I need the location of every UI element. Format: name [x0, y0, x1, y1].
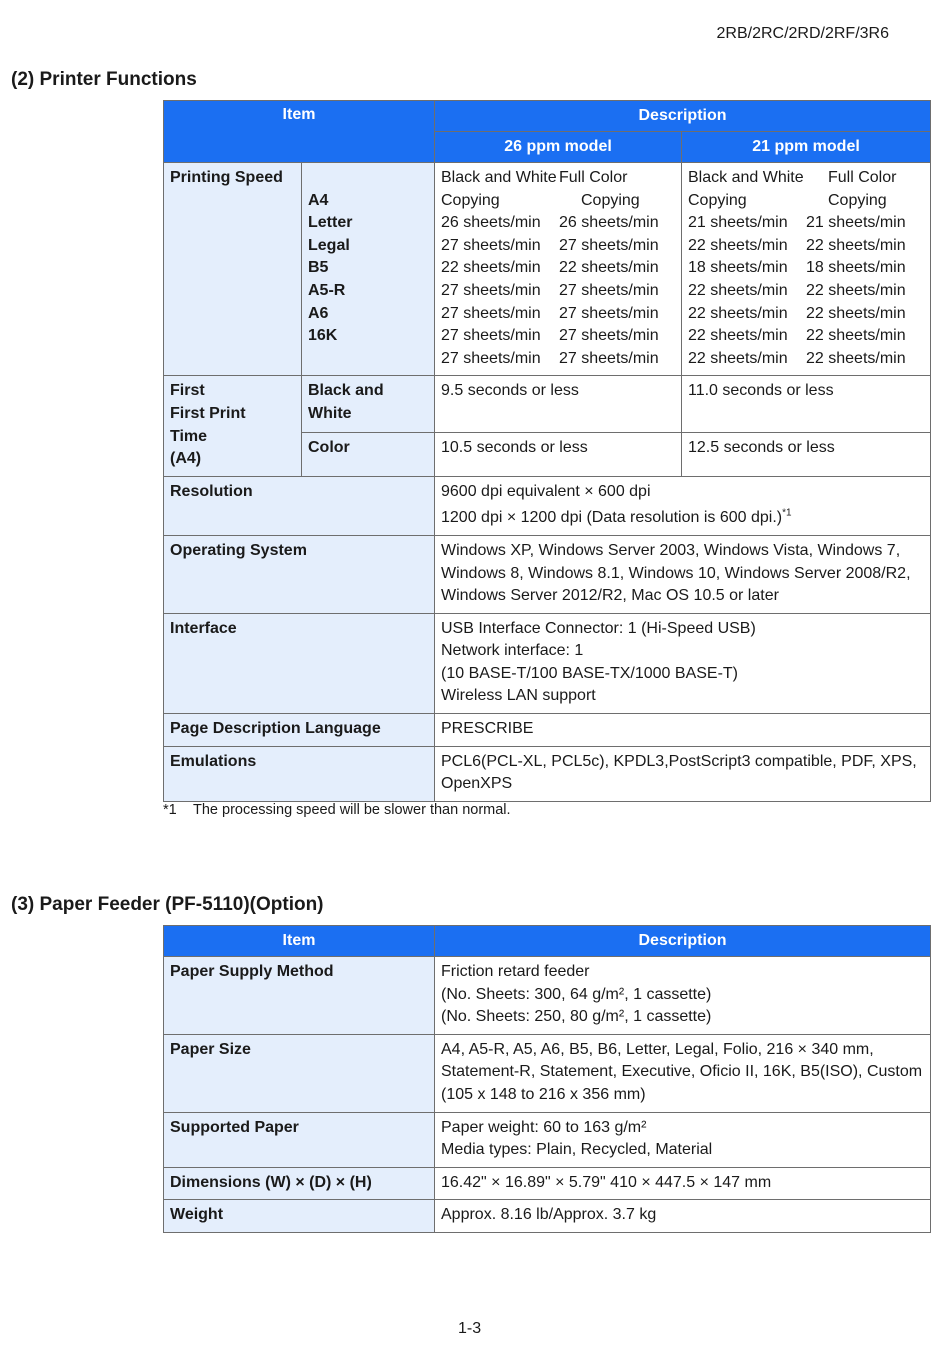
paper-size-label: Letter	[308, 214, 353, 232]
speed-fc-value: 27 sheets/min	[559, 349, 659, 367]
speed-row	[688, 235, 924, 258]
emulations-value: PCL6(PCL-XL, PCL5c), KPDL3,PostScript3 compatible, PDF, XPS, OpenXPS	[435, 746, 931, 801]
resolution-line: 1200 dpi × 1200 dpi (Data resolution is 600 dpi.)	[441, 509, 783, 527]
speed-bw-value: 22 sheets/min	[688, 236, 788, 254]
header-description: Description	[435, 101, 931, 132]
operating-system-value: Windows XP, Windows Server 2003, Windows Vista, Windows 7, Windows 8, Windows 8.1, Windows 10, Windows Server 2008/R2, Windows Server 2012/R2, Mac OS 10.5 or later	[435, 535, 931, 613]
feeder-value-line: (No. Sheets: 250, 80 g/m², 1 cassette)	[441, 1008, 712, 1026]
model-code: 2RB/2RC/2RD/2RF/3R6	[716, 25, 889, 42]
speed-fc-value: 22 sheets/min	[806, 236, 906, 254]
feeder-value-line: Media types: Plain, Recycled, Material	[441, 1141, 713, 1159]
feeder-value-line: Paper weight: 60 to 163 g/m²	[441, 1118, 647, 1136]
speed-bw-value: 27 sheets/min	[441, 327, 541, 345]
label-black-and-white	[302, 376, 435, 432]
footnote-text: The processing speed will be slower than normal.	[193, 802, 511, 818]
speed-bw-value: 27 sheets/min	[441, 281, 541, 299]
speed-fc-value: 18 sheets/min	[806, 259, 906, 277]
header-item: Item	[164, 101, 435, 163]
paper-size-label: Legal	[308, 236, 350, 254]
speed-row	[688, 212, 924, 235]
feeder-item-label: Weight	[164, 1200, 435, 1233]
header-21ppm-model: 21 ppm model	[682, 132, 931, 163]
footnote-ref: *1	[782, 507, 792, 519]
interface-value	[435, 613, 931, 713]
paper-feeder-table	[163, 925, 931, 1233]
interface-line: Network interface: 1	[441, 642, 584, 660]
resolution-value	[435, 476, 931, 535]
speed-copying-label: Copying	[688, 191, 747, 209]
speed-bw-value: 27 sheets/min	[441, 304, 541, 322]
feeder-value-line: (No. Sheets: 300, 64 g/m², 1 cassette)	[441, 985, 712, 1003]
speed-fc-value: 22 sheets/min	[806, 304, 906, 322]
label-color: Color	[302, 432, 435, 476]
printing-speed-sizes	[302, 163, 435, 376]
feeder-value-line: Approx. 8.16 lb/Approx. 3.7 kg	[441, 1206, 657, 1224]
label-interface: Interface	[164, 613, 435, 713]
footnote	[163, 802, 511, 818]
speed-row	[688, 348, 924, 371]
speed-fc-value: 21 sheets/min	[806, 214, 906, 232]
feeder-item-value	[435, 1112, 931, 1167]
feeder-row	[164, 1167, 931, 1200]
speed-fc-value: 27 sheets/min	[559, 281, 659, 299]
speed-fc-value: 22 sheets/min	[806, 327, 906, 345]
pdl-value: PRESCRIBE	[435, 714, 931, 747]
label-line: First Print	[170, 404, 246, 422]
paper-size-label: B5	[308, 259, 329, 277]
paper-size-label: A5-R	[308, 281, 346, 299]
speed-bw-value: 21 sheets/min	[688, 214, 788, 232]
speed-fc-value: 22 sheets/min	[806, 281, 906, 299]
section-title-paper-feeder: (3) Paper Feeder (PF-5110)(Option)	[11, 894, 324, 915]
feeder-row	[164, 957, 931, 1035]
speed-bw-value: 18 sheets/min	[688, 259, 788, 277]
page-number: 1-3	[458, 1320, 482, 1337]
speed-copying-label: Copying	[441, 191, 500, 209]
feeder-item-label: Supported Paper	[164, 1112, 435, 1167]
feeder-item-label: Dimensions (W) × (D) × (H)	[164, 1167, 435, 1200]
header-26ppm-model: 26 ppm model	[435, 132, 682, 163]
speed-row	[688, 325, 924, 348]
feeder-row	[164, 1112, 931, 1167]
speed-fc-header: Full Color	[559, 169, 628, 186]
row-resolution	[164, 476, 931, 535]
speed-row	[441, 235, 675, 258]
label-line: First	[170, 382, 205, 400]
interface-line: USB Interface Connector: 1 (Hi-Speed USB)	[441, 619, 756, 637]
speed-row	[688, 303, 924, 326]
feeder-row	[164, 1034, 931, 1112]
label-emulations: Emulations	[164, 746, 435, 801]
row-emulations	[164, 746, 931, 801]
speed-26ppm	[435, 163, 682, 376]
speed-row	[441, 257, 675, 280]
label-operating-system: Operating System	[164, 535, 435, 613]
first-print-bw-21: 11.0 seconds or less	[682, 376, 931, 432]
row-operating-system	[164, 535, 931, 613]
paper-size-list	[308, 190, 428, 348]
speed-fc-value: 27 sheets/min	[559, 327, 659, 345]
footnote-mark: *1	[163, 802, 177, 818]
header-description: Description	[435, 926, 931, 957]
speed-row	[441, 212, 675, 235]
feeder-item-value	[435, 1167, 931, 1200]
speed-bw-value: 22 sheets/min	[688, 349, 788, 367]
speed-row	[688, 280, 924, 303]
row-page-description-language	[164, 714, 931, 747]
speed-row	[441, 303, 675, 326]
header-item: Item	[164, 926, 435, 957]
speed-fc-header: Full Color	[828, 169, 897, 186]
paper-size-label: 16K	[308, 327, 338, 345]
row-interface	[164, 613, 931, 713]
speed-bw-value: 27 sheets/min	[441, 236, 541, 254]
first-print-color-21: 12.5 seconds or less	[682, 432, 931, 476]
speed-fc-value: 27 sheets/min	[559, 236, 659, 254]
label-line: White	[308, 404, 352, 422]
speed-bw-value: 22 sheets/min	[688, 327, 788, 345]
label-printing-speed: Printing Speed	[164, 163, 302, 376]
feeder-item-label: Paper Size	[164, 1034, 435, 1112]
label-first-print-time	[164, 376, 302, 476]
speed-row	[441, 325, 675, 348]
speed-row	[441, 280, 675, 303]
feeder-item-value	[435, 957, 931, 1035]
speed-bw-value: 22 sheets/min	[688, 281, 788, 299]
paper-size-label: A4	[308, 191, 329, 209]
label-page-description-language: Page Description Language	[164, 714, 435, 747]
printer-functions-table	[163, 100, 931, 802]
speed-fc-value: 22 sheets/min	[559, 259, 659, 277]
speed-fc-value: 26 sheets/min	[559, 214, 659, 232]
feeder-row	[164, 1200, 931, 1233]
interface-line: Wireless LAN support	[441, 687, 596, 705]
feeder-value-line: 16.42" × 16.89" × 5.79" 410 × 447.5 × 147 mm	[441, 1173, 772, 1191]
speed-bw-value: 27 sheets/min	[441, 349, 541, 367]
speed-bw-value: 22 sheets/min	[688, 304, 788, 322]
paper-size-label: A6	[308, 304, 329, 322]
label-line: Black and	[308, 382, 384, 400]
label-resolution: Resolution	[164, 476, 435, 535]
speed-bw-header: Black and White	[688, 169, 804, 186]
speed-bw-header: Black and White	[441, 169, 557, 186]
label-line: (A4)	[170, 450, 202, 468]
speed-row	[688, 257, 924, 280]
feeder-item-value	[435, 1034, 931, 1112]
interface-line: (10 BASE-T/100 BASE-TX/1000 BASE-T)	[441, 664, 739, 682]
speed-row	[441, 348, 675, 371]
feeder-value-line: A4, A5-R, A5, A6, B5, B6, Letter, Legal, Folio, 216 × 340 mm, Statement-R, Statement, Executive, Oficio II, 16K, B5(ISO), Custom (105 x 148 to 216 x 356 mm)	[441, 1040, 923, 1103]
feeder-item-value	[435, 1200, 931, 1233]
speed-bw-value: 26 sheets/min	[441, 214, 541, 232]
feeder-item-label: Paper Supply Method	[164, 957, 435, 1035]
row-first-print-bw	[164, 376, 931, 432]
speed-fc-value: 27 sheets/min	[559, 304, 659, 322]
row-printing-speed	[164, 163, 931, 376]
section-title-printer-functions: (2) Printer Functions	[11, 69, 197, 90]
speed-copying-label: Copying	[828, 191, 887, 209]
resolution-line: 9600 dpi equivalent × 600 dpi	[441, 482, 651, 500]
first-print-bw-26: 9.5 seconds or less	[435, 376, 682, 432]
first-print-color-26: 10.5 seconds or less	[435, 432, 682, 476]
feeder-value-line: Friction retard feeder	[441, 963, 590, 980]
speed-fc-value: 22 sheets/min	[806, 349, 906, 367]
speed-21ppm	[682, 163, 931, 376]
speed-bw-value: 22 sheets/min	[441, 259, 541, 277]
speed-copying-label: Copying	[581, 191, 640, 209]
label-line: Time	[170, 427, 208, 445]
